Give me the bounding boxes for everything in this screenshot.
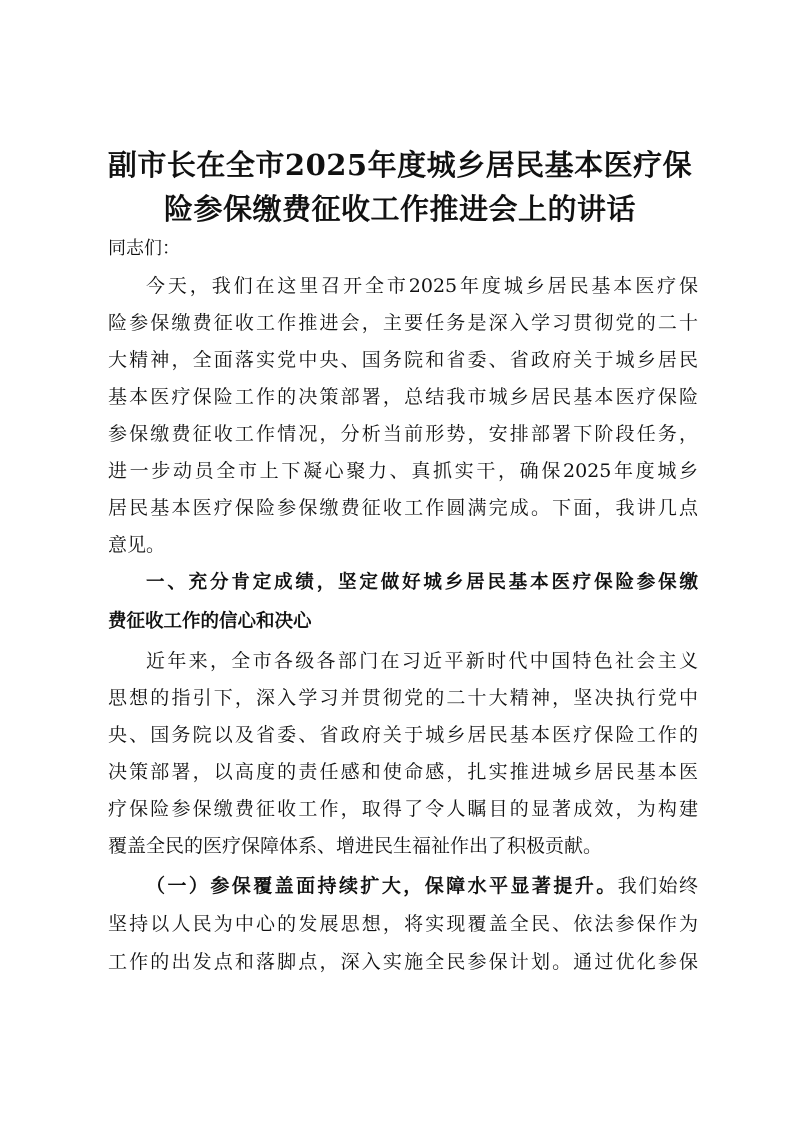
subsection-text: 我们始终	[617, 875, 698, 897]
paragraph-line: 工作的出发点和落脚点，深入实施全民参保计划。通过优化参保	[108, 951, 698, 973]
salutation: 同志们：	[108, 238, 180, 259]
subsection-heading: （一）参保覆盖面持续扩大，保障水平显著提升。	[146, 875, 618, 897]
paragraph-line: 意见。	[108, 534, 166, 556]
paragraph-line: 进一步动员全市上下凝心聚力、真抓实干，确保2025年度城乡	[108, 460, 698, 482]
subsection-line	[146, 870, 698, 903]
document-title-line-2: 险参保缴费征收工作推进会上的讲话	[163, 192, 636, 226]
document-title-line-1: 副市长在全市2025年度城乡居民基本医疗保	[107, 148, 693, 182]
paragraph-line: 今天，我们在这里召开全市2025年度城乡居民基本医疗保	[146, 275, 698, 297]
paragraph-line: 覆盖全民的医疗保障体系、增进民生福祉作出了积极贡献。	[108, 835, 603, 857]
paragraph-line: 大精神，全面落实党中央、国务院和省委、省政府关于城乡居民	[108, 349, 698, 371]
paragraph-line: 居民基本医疗保险参保缴费征收工作圆满完成。下面，我讲几点	[108, 497, 698, 519]
section-heading-line: 一、充分肯定成绩，坚定做好城乡居民基本医疗保险参保缴	[146, 572, 698, 593]
paragraph-line: 疗保险参保缴费征收工作，取得了令人瞩目的显著成效，为构建	[108, 798, 698, 820]
paragraph-line: 基本医疗保险工作的决策部署，总结我市城乡居民基本医疗保险	[108, 386, 698, 408]
paragraph-line: 参保缴费征收工作情况，分析当前形势，安排部署下阶段任务，	[108, 423, 698, 445]
paragraph-line: 思想的指引下，深入学习并贯彻党的二十大精神，坚决执行党中	[108, 687, 698, 709]
paragraph-line: 决策部署，以高度的责任感和使命感，扎实推进城乡居民基本医	[108, 761, 698, 783]
paragraph-line: 坚持以人民为中心的发展思想，将实现覆盖全民、依法参保作为	[108, 913, 698, 935]
section-heading-line: 费征收工作的信心和决心	[108, 611, 312, 632]
paragraph-line: 险参保缴费征收工作推进会，主要任务是深入学习贯彻党的二十	[108, 312, 698, 334]
paragraph-line: 近年来，全市各级各部门在习近平新时代中国特色社会主义	[146, 650, 698, 672]
paragraph-line: 央、国务院以及省委、省政府关于城乡居民基本医疗保险工作的	[108, 724, 698, 746]
